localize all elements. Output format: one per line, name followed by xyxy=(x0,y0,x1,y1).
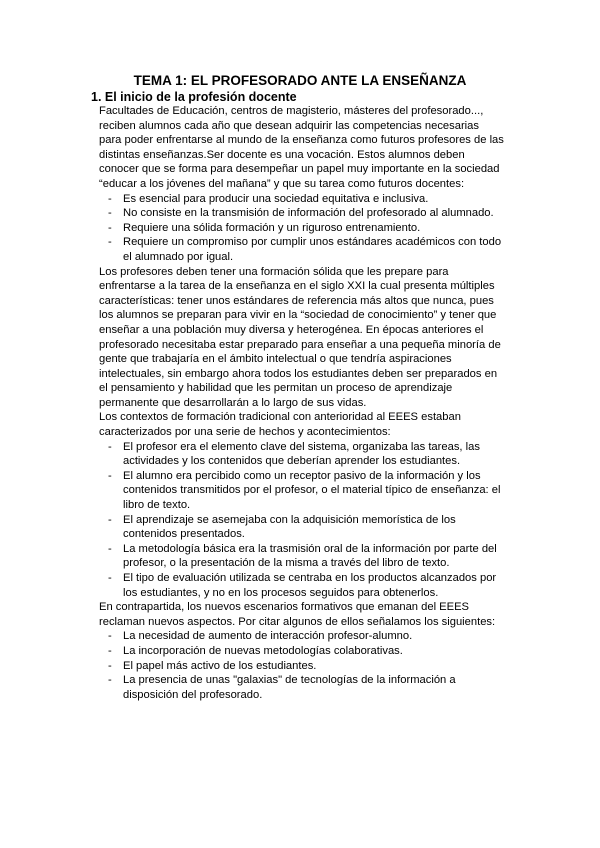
list-item: - El aprendizaje se asemejaba con la adquisición memorística de los contenidos presentados. xyxy=(108,513,504,542)
list-item: - Es esencial para producir una sociedad equitativa e inclusiva. xyxy=(108,192,504,207)
paragraph: Los profesores deben tener una formación sólida que les prepare para enfrentarse a la tarea de la enseñanza en el siglo XXI la cual presenta múltiples características: tener unos estándares de referencia más altos que nunca, pues los alumnos se preparan para vivir en la “sociedad de conocimiento” y tener que enseñar a una población muy diversa y heterogénea. En épocas anteriores el profesorado necesitaba estar preparado para enseñar a una pequeña minoría de gente que trabajaría en el ámbito intelectual o que tendría aspiraciones intelectuales, sin embargo ahora todos los estudiantes deben ser preparados en el pensamiento y habilidad que les permitan un proceso de aprendizaje permanente que desarrollarán a lo largo de sus vidas. xyxy=(99,265,501,409)
list-item: - Requiere un compromiso por cumplir unos estándares académicos con todo el alumnado por igual. xyxy=(108,235,504,264)
list-item: - La necesidad de aumento de interacción profesor-alumno. xyxy=(108,629,504,644)
list-item: - El profesor era el elemento clave del sistema, organizaba las tareas, las actividades y los contenidos que deberían aprender los estudiantes. xyxy=(108,440,504,469)
list-item: - El papel más activo de los estudiantes. xyxy=(108,659,504,674)
bullet-list xyxy=(99,440,504,601)
list-item: - La metodología básica era la trasmisión oral de la información por parte del profesor, o la presentación de la misma a través del libro de texto. xyxy=(108,542,504,571)
paragraph: Facultades de Educación, centros de magisterio, másteres del profesorado..., reciben alumnos cada año que desean adquirir las competencias necesarias para poder enfrentarse al mundo de la enseñanza como futuros profesores de las distintas enseñanzas.Ser docente es una vocación. Estos alumnos deben conocer que se forma para desempeñar un papel muy importante en la sociedad “educar a los jóvenes del mañana” y que su tarea como futuros docentes: xyxy=(99,105,504,190)
list-item: - El tipo de evaluación utilizada se centraba en los productos alcanzados por los estudiantes, y no en los procesos seguidos para obtenerlos. xyxy=(108,571,504,600)
list-item: - La incorporación de nuevas metodologías colaborativas. xyxy=(108,644,504,659)
list-item: - La presencia de unas "galaxias" de tecnologías de la información a disposición del profesorado. xyxy=(108,673,504,702)
bullet-list xyxy=(99,629,504,702)
list-item: - No consiste en la transmisión de información del profesorado al alumnado. xyxy=(108,206,504,221)
list-item: - El alumno era percibido como un receptor pasivo de la información y los contenidos transmitidos por el profesor, o el material típico de enseñanza: el libro de texto. xyxy=(108,469,504,513)
list-item: - Requiere una sólida formación y un riguroso entrenamiento. xyxy=(108,221,504,236)
paragraph: En contrapartida, los nuevos escenarios formativos que emanan del EEES reclaman nuevos aspectos. Por citar algunos de ellos señalamos los siguientes: xyxy=(99,601,496,628)
document-body xyxy=(99,104,504,702)
bullet-list xyxy=(99,192,504,265)
document-title: TEMA 1: EL PROFESORADO ANTE LA ENSEÑANZA xyxy=(133,73,467,88)
section-heading: 1. El inicio de la profesión docente xyxy=(91,90,297,104)
paragraph: Los contextos de formación tradicional con anterioridad al EEES estaban caracterizados por una serie de hechos y acontecimientos: xyxy=(99,411,461,439)
